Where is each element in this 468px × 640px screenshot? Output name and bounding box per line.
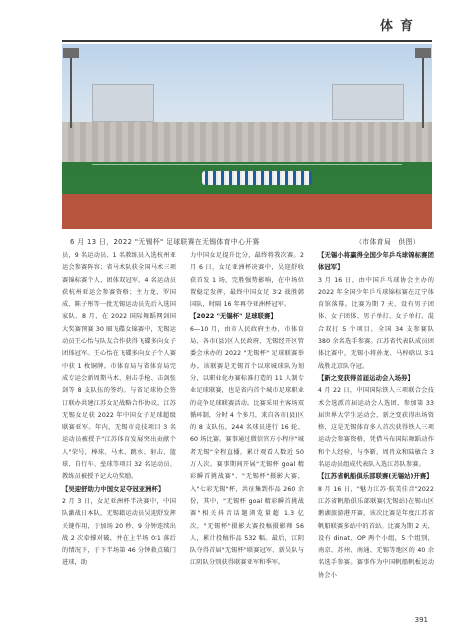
paragraph: 3 月 16 日，由中国乒乓球协会主办的 2022 年全国少年乒乓球锦标赛在辽宁体育馆落幕。比赛为期 7 天，设有男子团体、女子团体、男子单打、女子单打、混合双打 5 个项目，全国 34 支参赛队 380 余名选手参赛。江苏省代表队成员团体比赛中，无锡小将孙龙、马梓晗以 3∶1 战胜北京队夺冠。	[318, 276, 434, 370]
section-heading: 【2022 "无锡杯" 足球联赛】	[190, 313, 277, 321]
paragraph: 2 月 3 日，女足亚洲杯半决赛中，中国队激战日本队，无锡籍运动员吴迎舒发挥关键作用，于加场 20 秒、9 分钟连续出战 2 次牵撑对破，并在上半场 0∶1 落后的情况下，于下半场第 46 分钟救点破门进球，助	[62, 497, 176, 567]
floodlight-left	[70, 48, 72, 128]
pitch-line	[92, 164, 402, 165]
stadium-photo	[62, 44, 432, 229]
building-left	[92, 84, 154, 122]
section-heading: 【无锡小将赢得全国少年乒乓球锦标赛团体冠军】	[318, 252, 434, 272]
running-track	[62, 194, 432, 229]
grandstand	[62, 122, 432, 162]
section-title: 体育	[379, 19, 420, 34]
paragraph: 6—10 月，由市人民政府主办，市体育局、各市(县)区人民政府、无锡经开区管委会承办的 2022 "无锡杯" 足球联赛举办。该联赛是无锡首个以球城球队为划分，以职业化办赛标准打造的 11 人制专业足球联赛，也是省内首个城市足球职业的竞争足球联赛活动。比赛采用主客场双循环制，分时 4 个多月，来自各市(县)区的 8 支队伍，244 名球员进行 16 轮、60 场比赛。赛事通过微信官方小程序"城者无锡"全程直播，累计观看人数近 50 万人次。赛事期间开展"无锡杯 goal 精彩瞬首挑战赛"、"无锡杯"摄影大赛，入"七彩无锡"杯，共征集到作品 260 余份，其中，"无锡杯 goal 精彩瞬首挑战赛"相关抖音话题浏览量超 1.3 亿次，"无锡杯"摄影大赛投稿摄影师 56 人，累计投稿作品 532 幅。最后，江阴队夺得首届"无锡杯"联赛冠军，新吴队与江阴队分别获得联赛亚军和季军。	[190, 325, 304, 567]
players-lineup	[202, 171, 312, 185]
paragraph: 员，9 名运动员、1 名教练员入选杭州亚运会参赛阵容；省马术队获全国马术三项赛锦标赛个人、团体双冠军，4 名运动员获杭州亚运会参赛资格；主力龙、罗国成、陈子彤等一批无锡运动员先后入选国家队、8 月，在 2022 国际舞蹈网剑国大奖赛预赛 30 圈飞碟女锦赛中，无锡运动员王心怡与队友合作获得飞碟多向女子团体冠军。王心怡在飞碟多向女子个人赛中获 1 枚铜牌。市体育局与省体育局完成专运会新周期马术、射击手枪、击剑张剑等 8 支队伍的签约。与省足球协会签订联办共建江苏女足战略合作协议，江苏无锡女足获 2022 年中国女子足球超级联赛亚军。年内，无锡市竞技项目 3 名运动员被授予"江苏体育发展突出贡献个人"荣号，棒球、马术、跳水、射击、篮球、自行车、垒球等项目 32 名运动员、教练员被授予记大功奖励。	[62, 252, 176, 481]
floodlight-right	[422, 48, 424, 128]
page-number: 391	[414, 616, 428, 624]
article-column-3	[318, 250, 434, 582]
section-heading: 【吴迎舒助力中国女足夺冠亚洲杯】	[62, 485, 165, 493]
section-heading: 【江苏省帆船俱乐部联赛(无锡站)开赛】	[318, 473, 433, 481]
header-rule	[62, 40, 432, 42]
paragraph: 8 月 16 日，"魅力江苏·航美佳音"2022 江苏省帆船俱乐部联赛(无锡站)在锡山区鹅湖旅游港开赛，该次比赛是年度江苏省帆船联赛多站中的首站。比赛为期 2 天，设有 dinat、OP 两个小组，5 个组别，南京、苏州、南通、无锡等地区的 40 余名选手参赛。赛事作为中国帆船帆板运动协会小	[318, 485, 434, 579]
article-column-2	[190, 250, 304, 570]
section-heading: 【新之变获得首届运动会入场券】	[318, 374, 414, 382]
article-column-1	[62, 250, 176, 570]
paragraph: 力中国女足提升比分，最终将我次赛。2 月 6 日，女足亚洲杯决赛中，吴迎舒收获首发 1 场，完胜强势影响，在中场位置稳定发挥，最终中国女足 3∶2 战胜韩国队，时隔 16 年再夺亚洲杯冠军。	[190, 252, 304, 309]
photo-credit: （市体育局 供图）	[355, 238, 420, 246]
photo-caption: 6 月 13 日，2022 "无锡杯" 足球联赛在无锡体育中心开赛	[70, 238, 260, 246]
paragraph: 4 月 22 日，中国国际铁人三项联合会技术会选派首届运动会人选团，参加第 33 届世界大学生运动会，新之变获得出场资格，这是无锡体育多人首次获得铁人三项运动会参赛资格，凭借马布国际舞蹈动作和个人经验，与李靳、周肖众和陆敏合 3 名运动员组成代表队入选江苏队参赛。	[318, 387, 434, 469]
building-right	[332, 84, 404, 120]
